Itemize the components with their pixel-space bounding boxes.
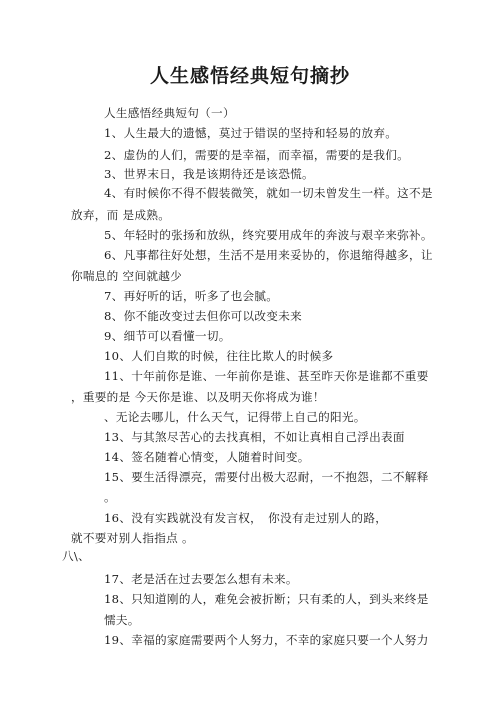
text-line: 7、再好听的话，听多了也会腻。	[104, 289, 279, 303]
text-line: 17、老是活在过去要怎么想有未来。	[104, 572, 298, 586]
text-line: 你喘息的 空间就越少	[71, 269, 183, 283]
text-line: 4、有时候你不得不假装微笑，就如一切未曾发生一样。这不是	[104, 186, 433, 200]
text-line: 3、世界末日，我是该期待还是该恐慌。	[104, 167, 314, 181]
text-line: 14、签名随着心情变，人随着时间变。	[104, 450, 310, 464]
text-line: 9、细节可以看懂一切。	[104, 329, 231, 343]
section-heading: 人生感悟经典短句（一）	[104, 106, 235, 120]
text-line: 19、幸福的家庭需要两个人努力，不幸的家庭只要一个人努力	[104, 633, 429, 647]
text-line: 、无论去哪儿，什么天气，记得带上自己的阳光。	[104, 410, 366, 424]
text-line: 。	[104, 490, 116, 504]
text-line: 放弃，而 是成熟。	[71, 208, 171, 222]
text-line: 8、你不能改变过去但你可以改变未来	[104, 309, 302, 323]
text-line: 5、年轻时的张扬和放纵，终究要用成年的奔波与艰辛来弥补。	[104, 228, 433, 242]
text-line: 16、没有实践就没有发言权， 你没有走过别人的路，	[104, 511, 388, 525]
text-line: 11、十年前你是谁、一年前你是谁、甚至昨天你是谁都不重要	[104, 369, 429, 383]
text-line: 1、人生最大的遗憾，莫过于错误的坚持和轻易的放弃。	[104, 126, 398, 140]
text-line: ，重要的是 今天你是谁、以及明天你将成为谁！	[71, 390, 325, 404]
text-line: 就不要对别人指指点 。	[71, 531, 194, 545]
text-line: 八\、	[62, 549, 90, 563]
page-title: 人生感悟经典短句摘抄	[149, 65, 350, 87]
text-line: 2、虚伪的人们，需要的是幸福，而幸福，需要的是我们。	[104, 148, 410, 162]
text-line: 6、凡事都往好处想，生活不是用来妥协的，你退缩得越多，让	[104, 248, 433, 262]
text-line: 15、要生活得漂亮，需要付出极大忍耐，一不抱怨，二不解释	[104, 470, 429, 484]
text-line: 13、与其煞尽苦心的去找真相，不如让真相自己浮出表面	[104, 430, 405, 444]
text-line: 10、人们自欺的时候，往往比欺人的时候多	[104, 349, 334, 363]
text-line: 18、只知道刚的人，难免会被折断；只有柔的人，到头来终是	[104, 592, 429, 606]
text-line: 懦夫。	[104, 613, 140, 627]
